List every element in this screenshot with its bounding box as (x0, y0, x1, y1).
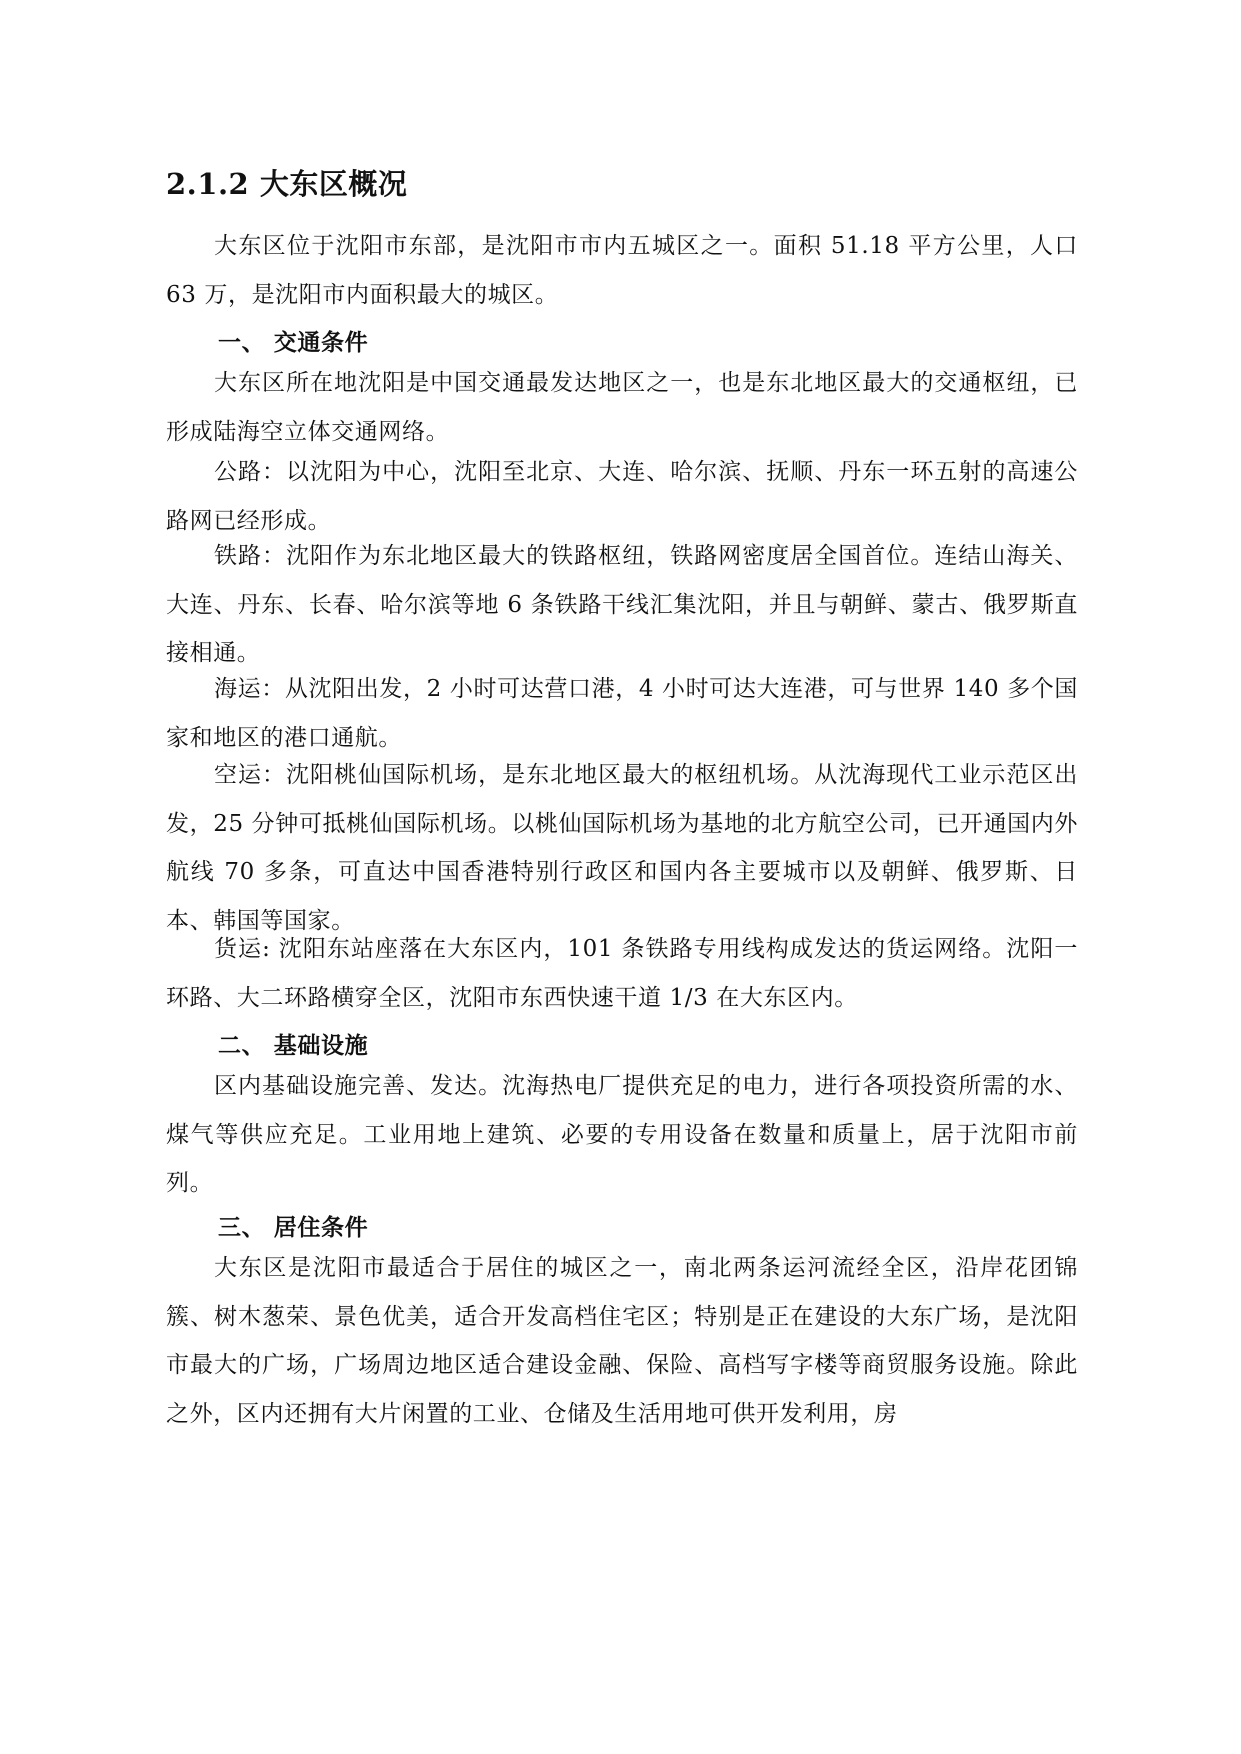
railway-paragraph: 铁路：沈阳作为东北地区最大的铁路枢纽，铁路网密度居全国首位。连结山海关、大连、丹东、长春、哈尔滨等地 6 条铁路干线汇集沈阳，并且与朝鲜、蒙古、俄罗斯直接相通。 (166, 543, 1078, 666)
heading-infrastructure: 二、 基础设施 (218, 1032, 369, 1059)
section-title: 2.1.2 大东区概况 (166, 167, 408, 201)
shipping-paragraph: 海运：从沈阳出发，2 小时可达营口港，4 小时可达大连港，可与世界 140 多个国家和地区的港口通航。 (166, 676, 1078, 751)
infrastructure-paragraph: 区内基础设施完善、发达。沈海热电厂提供充足的电力，进行各项投资所需的水、煤气等供应充足。工业用地上建筑、必要的专用设备在数量和质量上，居于沈阳市前列。 (166, 1073, 1078, 1196)
document-page (166, 0, 1078, 1754)
freight-paragraph: 货运: 沈阳东站座落在大东区内，101 条铁路专用线构成发达的货运网络。沈阳一环路、大二环路横穿全区，沈阳市东西快速干道 1/3 在大东区内。 (166, 936, 1078, 1011)
highway-paragraph: 公路：以沈阳为中心，沈阳至北京、大连、哈尔滨、抚顺、丹东一环五射的高速公路网已经形成。 (166, 459, 1078, 534)
transport-overview-paragraph: 大东区所在地沈阳是中国交通最发达地区之一，也是东北地区最大的交通枢纽，已形成陆海空立体交通网络。 (166, 370, 1078, 445)
intro-paragraph: 大东区位于沈阳市东部，是沈阳市市内五城区之一。面积 51.18 平方公里，人口 63 万，是沈阳市内面积最大的城区。 (166, 233, 1078, 308)
heading-living-conditions: 三、 居住条件 (218, 1214, 369, 1241)
air-transport-paragraph: 空运：沈阳桃仙国际机场，是东北地区最大的枢纽机场。从沈海现代工业示范区出发，25 分钟可抵桃仙国际机场。以桃仙国际机场为基地的北方航空公司，已开通国内外航线 70 多条，可直达中国香港特别行政区和国内各主要城市以及朝鲜、俄罗斯、日本、韩国等国家。 (166, 762, 1078, 934)
living-conditions-paragraph: 大东区是沈阳市最适合于居住的城区之一，南北两条运河流经全区，沿岸花团锦簇、树木葱荣、景色优美，适合开发高档住宅区；特别是正在建设的大东广场，是沈阳市最大的广场，广场周边地区适合建设金融、保险、高档写字楼等商贸服务设施。除此之外，区内还拥有大片闲置的工业、仓储及生活用地可供开发利用，房 (166, 1255, 1078, 1427)
heading-transport: 一、 交通条件 (218, 329, 369, 356)
